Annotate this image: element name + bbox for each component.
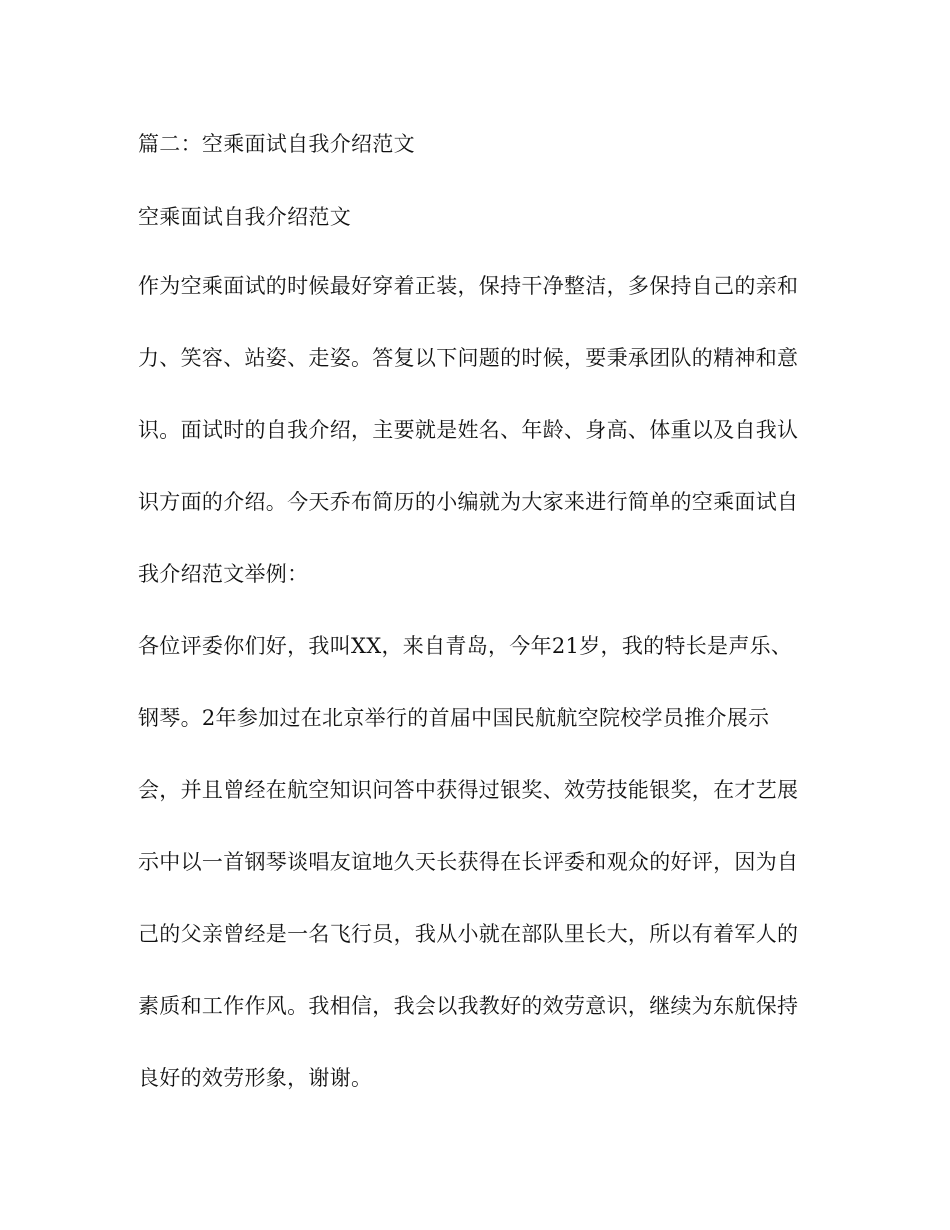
paragraph-1-line: 我介绍范文举例： [138,562,309,586]
paragraph-1-line: 识方面的介绍。今天乔布简历的小编就为大家来进行简单的空乘面试自 [138,490,799,514]
paragraph-2-line: 会，并且曾经在航空知识问答中获得过银奖、效劳技能银奖，在才艺展 [138,778,799,802]
section-heading: 篇二：空乘面试自我介绍范文 [138,132,415,156]
paragraph-1-line: 力、笑容、站姿、走姿。答复以下问题的时候，要秉承团队的精神和意 [138,346,799,370]
paragraph-2-line: 各位评委你们好，我叫XX，来自青岛，今年21岁，我的特长是声乐、 [138,634,793,658]
paragraph-2-line: 钢琴。2年参加过在北京举行的首届中国民航航空院校学员推介展示 [138,706,770,730]
document-title: 空乘面试自我介绍范文 [138,205,351,229]
paragraph-2-line: 己的父亲曾经是一名飞行员，我从小就在部队里长大，所以有着军人的 [138,922,799,946]
paragraph-1-line: 识。面试时的自我介绍，主要就是姓名、年龄、身高、体重以及自我认 [138,418,799,442]
paragraph-2-line: 素质和工作作风。我相信，我会以我教好的效劳意识，继续为东航保持 [138,994,799,1018]
paragraph-1-line: 作为空乘面试的时候最好穿着正装，保持干净整洁，多保持自己的亲和 [138,274,799,298]
paragraph-2-line: 良好的效劳形象，谢谢。 [138,1066,373,1090]
paragraph-2-line: 示中以一首钢琴谈唱友谊地久天长获得在长评委和观众的好评，因为自 [138,850,799,874]
